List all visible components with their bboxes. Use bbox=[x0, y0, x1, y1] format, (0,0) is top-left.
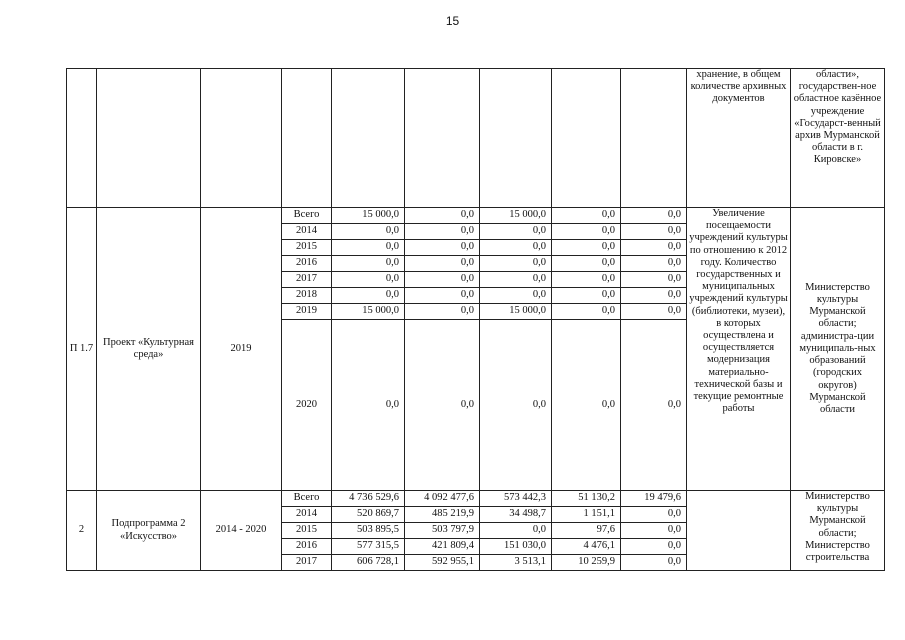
ob-value: 0,0 bbox=[480, 240, 552, 256]
executor-cell: Министерство культуры Мурманской области; администра-ции муниципаль-ных образований (городских округов) Мурманской области bbox=[791, 208, 885, 491]
mb-value: 0,0 bbox=[552, 208, 621, 224]
indicator-cell bbox=[687, 491, 791, 571]
year-cell: 2014 bbox=[282, 507, 332, 523]
year-cell: 2017 bbox=[282, 272, 332, 288]
vb-value: 0,0 bbox=[621, 240, 687, 256]
executor-cell: Министерство культуры Мурманской области; Министерство строительства bbox=[791, 491, 885, 571]
page-number: 15 bbox=[445, 14, 460, 28]
fb-value: 503 797,9 bbox=[405, 523, 480, 539]
fb-value: 592 955,1 bbox=[405, 555, 480, 571]
ob-value: 0,0 bbox=[480, 320, 552, 491]
fb-value: 0,0 bbox=[405, 208, 480, 224]
name-cell bbox=[97, 69, 201, 208]
fb-value: 4 092 477,6 bbox=[405, 491, 480, 507]
total-value: 0,0 bbox=[332, 288, 405, 304]
program-table bbox=[66, 68, 885, 571]
row-number: П 1.7 bbox=[67, 208, 97, 491]
total-value: 520 869,7 bbox=[332, 507, 405, 523]
total-value: 0,0 bbox=[332, 320, 405, 491]
vb-value: 19 479,6 bbox=[621, 491, 687, 507]
vb-value: 0,0 bbox=[621, 539, 687, 555]
ob-value: 0,0 bbox=[480, 272, 552, 288]
mb-value: 0,0 bbox=[552, 320, 621, 491]
year-cell bbox=[282, 69, 332, 208]
vb-value: 0,0 bbox=[621, 288, 687, 304]
mb-value: 0,0 bbox=[552, 304, 621, 320]
year-cell: 2020 bbox=[282, 320, 332, 491]
year-cell: 2018 bbox=[282, 288, 332, 304]
ob-value: 15 000,0 bbox=[480, 208, 552, 224]
fb-value: 0,0 bbox=[405, 288, 480, 304]
fb-cell bbox=[405, 69, 480, 208]
number-cell bbox=[67, 69, 97, 208]
period-cell bbox=[201, 69, 282, 208]
vb-value: 0,0 bbox=[621, 304, 687, 320]
total-value: 0,0 bbox=[332, 256, 405, 272]
row-period: 2019 bbox=[201, 208, 282, 491]
vb-value: 0,0 bbox=[621, 256, 687, 272]
ob-value: 0,0 bbox=[480, 224, 552, 240]
vb-value: 0,0 bbox=[621, 555, 687, 571]
total-value: 503 895,5 bbox=[332, 523, 405, 539]
row-period: 2014 - 2020 bbox=[201, 491, 282, 571]
year-cell: 2015 bbox=[282, 523, 332, 539]
ob-value: 3 513,1 bbox=[480, 555, 552, 571]
ob-value: 15 000,0 bbox=[480, 304, 552, 320]
mb-value: 0,0 bbox=[552, 240, 621, 256]
total-value: 15 000,0 bbox=[332, 304, 405, 320]
mb-value: 1 151,1 bbox=[552, 507, 621, 523]
total-value: 0,0 bbox=[332, 272, 405, 288]
mb-value: 97,6 bbox=[552, 523, 621, 539]
vb-value: 0,0 bbox=[621, 272, 687, 288]
year-cell: 2016 bbox=[282, 256, 332, 272]
table-body bbox=[67, 69, 885, 571]
indicator-cell: хранение, в общем количестве архивных документов bbox=[687, 69, 791, 208]
total-value: 577 315,5 bbox=[332, 539, 405, 555]
total-value: 4 736 529,6 bbox=[332, 491, 405, 507]
fb-value: 485 219,9 bbox=[405, 507, 480, 523]
ob-cell bbox=[480, 69, 552, 208]
mb-value: 0,0 bbox=[552, 288, 621, 304]
ob-value: 0,0 bbox=[480, 288, 552, 304]
fb-value: 421 809,4 bbox=[405, 539, 480, 555]
mb-value: 0,0 bbox=[552, 224, 621, 240]
fb-value: 0,0 bbox=[405, 224, 480, 240]
executor-cell: области», государствен-ное областное казённое учреждение «Государст-венный архив Мурманской области в г. Кировске» bbox=[791, 69, 885, 208]
ob-value: 0,0 bbox=[480, 256, 552, 272]
total-value: 606 728,1 bbox=[332, 555, 405, 571]
mb-value: 0,0 bbox=[552, 272, 621, 288]
continuation-row bbox=[67, 69, 885, 208]
table-row bbox=[67, 491, 885, 507]
year-cell: 2019 bbox=[282, 304, 332, 320]
year-cell: Всего bbox=[282, 208, 332, 224]
year-cell: 2015 bbox=[282, 240, 332, 256]
mb-cell bbox=[552, 69, 621, 208]
total-cell bbox=[332, 69, 405, 208]
year-cell: 2016 bbox=[282, 539, 332, 555]
fb-value: 0,0 bbox=[405, 240, 480, 256]
vb-value: 0,0 bbox=[621, 320, 687, 491]
vb-cell bbox=[621, 69, 687, 208]
year-cell: Всего bbox=[282, 491, 332, 507]
vb-value: 0,0 bbox=[621, 523, 687, 539]
fb-value: 0,0 bbox=[405, 272, 480, 288]
ob-value: 34 498,7 bbox=[480, 507, 552, 523]
fb-value: 0,0 bbox=[405, 320, 480, 491]
total-value: 0,0 bbox=[332, 240, 405, 256]
row-number: 2 bbox=[67, 491, 97, 571]
indicator-cell: Увеличение посещаемости учреждений культуры по отношению к 2012 году. Количество государственных и муниципальных учреждений культуры (библиотеки, музеи), в которых осуществлена и осуществляется модернизация материально-технической базы и текущие ремонтные работы bbox=[687, 208, 791, 491]
ob-value: 0,0 bbox=[480, 523, 552, 539]
mb-value: 10 259,9 bbox=[552, 555, 621, 571]
row-name: Подпрограмма 2 «Искусство» bbox=[97, 491, 201, 571]
year-cell: 2014 bbox=[282, 224, 332, 240]
mb-value: 4 476,1 bbox=[552, 539, 621, 555]
vb-value: 0,0 bbox=[621, 208, 687, 224]
total-value: 15 000,0 bbox=[332, 208, 405, 224]
fb-value: 0,0 bbox=[405, 256, 480, 272]
vb-value: 0,0 bbox=[621, 507, 687, 523]
year-cell: 2017 bbox=[282, 555, 332, 571]
row-name: Проект «Культурная среда» bbox=[97, 208, 201, 491]
vb-value: 0,0 bbox=[621, 224, 687, 240]
ob-value: 151 030,0 bbox=[480, 539, 552, 555]
mb-value: 0,0 bbox=[552, 256, 621, 272]
table-row bbox=[67, 208, 885, 224]
mb-value: 51 130,2 bbox=[552, 491, 621, 507]
ob-value: 573 442,3 bbox=[480, 491, 552, 507]
fb-value: 0,0 bbox=[405, 304, 480, 320]
total-value: 0,0 bbox=[332, 224, 405, 240]
